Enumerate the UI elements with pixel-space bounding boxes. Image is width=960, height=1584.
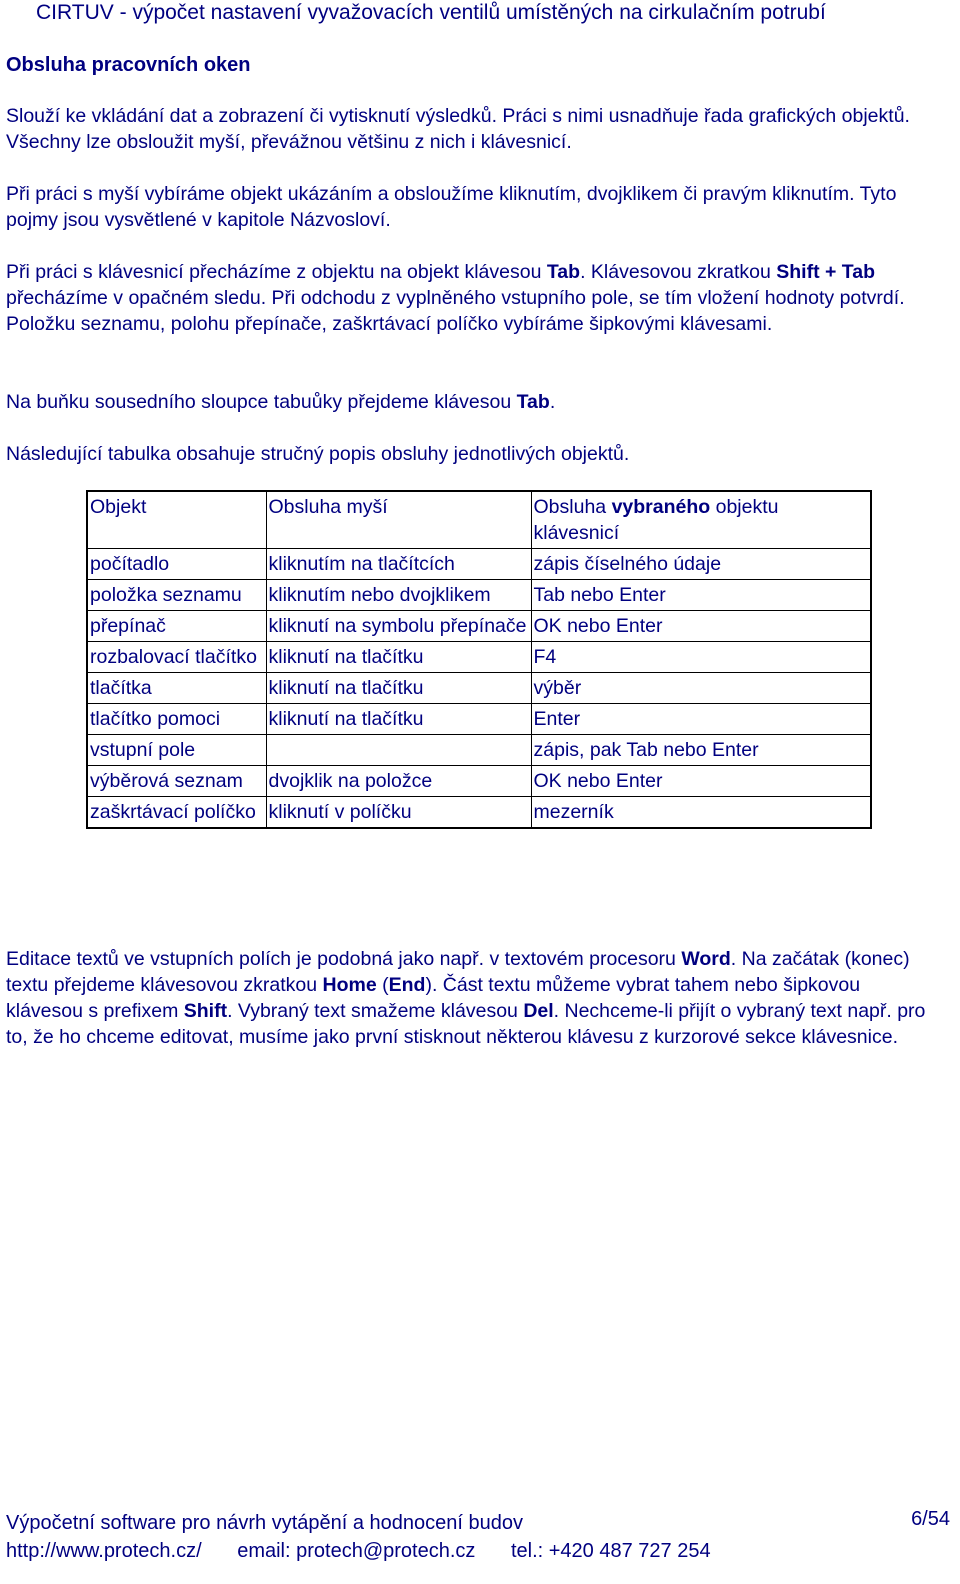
table-cell: tlačítko pomoci	[87, 704, 266, 735]
key-name: Del	[523, 1000, 554, 1022]
table-row	[87, 704, 871, 735]
table-row	[87, 766, 871, 797]
footer-contacts	[6, 1538, 741, 1564]
table-row	[87, 797, 871, 829]
table-header-row	[87, 491, 871, 549]
text-run: Při práci s klávesnicí přecházíme z objektu na objekt klávesou	[6, 261, 547, 283]
operations-table	[86, 490, 872, 829]
footer-email-link[interactable]: email: protech@protech.cz	[237, 1540, 476, 1562]
table-cell: Enter	[531, 704, 871, 735]
table-cell: F4	[531, 642, 871, 673]
key-name: Shift + Tab	[776, 261, 876, 283]
paragraph-table-intro: Následující tabulka obsahuje stručný popis obsluhy jednotlivých objektů.	[6, 443, 630, 465]
table-cell: mezerník	[531, 797, 871, 829]
table-cell: položka seznamu	[87, 580, 266, 611]
key-name: Tab	[546, 261, 581, 283]
table-cell: tlačítka	[87, 673, 266, 704]
table-cell: výběr	[531, 673, 871, 704]
table-cell: kliknutí na tlačítku	[266, 673, 531, 704]
emphasis: vybraného	[611, 496, 711, 518]
key-name: Home	[322, 974, 377, 996]
text-run: . Klávesovou zkratkou	[580, 261, 777, 283]
table-header-cell	[531, 491, 871, 549]
table-cell: Tab nebo Enter	[531, 580, 871, 611]
table-cell: kliknutím na tlačítcích	[266, 549, 531, 580]
table-cell: OK nebo Enter	[531, 766, 871, 797]
table-cell-empty	[266, 735, 531, 766]
key-name: Shift	[183, 1000, 228, 1022]
footer-phone: tel.: +420 487 727 254	[510, 1540, 711, 1562]
table-cell: zápis, pak Tab nebo Enter	[531, 735, 871, 766]
table-header-cell: Obsluha myší	[266, 491, 531, 549]
footer-subtitle: Výpočetní software pro návrh vytápění a hodnocení budov	[6, 1512, 524, 1534]
paragraph-table-cell	[6, 389, 936, 415]
paragraph-mouse: Při práci s myší vybíráme objekt ukázáním a obsloužíme kliknutím, dvojklikem či pravým kliknutím. Tyto pojmy jsou vysvětlené v kapitole Názvosloví.	[6, 183, 897, 231]
text-run: . Na začátak (konec) textu přejdeme klávesovou zkratkou	[6, 948, 910, 996]
footer-website-link[interactable]: http://www.protech.cz/	[6, 1540, 202, 1562]
table-row	[87, 549, 871, 580]
table-row	[87, 580, 871, 611]
text-run: . Nechceme-li přijít o vybraný text např. pro to, že ho chceme editovat, musíme jako první stisknout některou klávesu z kurzorové sekce klávesnice.	[6, 1000, 926, 1048]
emphasis: Word	[681, 948, 731, 970]
table-cell: zápis číselného údaje	[531, 549, 871, 580]
paragraph-keyboard	[6, 259, 936, 337]
table-header-cell: Objekt	[87, 491, 266, 549]
text-run: . Vybraný text smažeme klávesou	[227, 1000, 524, 1022]
page-number: 6/54	[911, 1508, 950, 1530]
paragraph-intro: Slouží ke vkládání dat a zobrazení či vytisknutí výsledků. Práci s nimi usnadňuje řada grafických objektů. Všechny lze obsloužit myší, převážnou většinu z nich i klávesnicí.	[6, 105, 910, 153]
table-cell: rozbalovací tlačítko	[87, 642, 266, 673]
table-cell: vstupní pole	[87, 735, 266, 766]
text-run: objektu klávesnicí	[533, 496, 779, 544]
table-cell: dvojklik na položce	[266, 766, 531, 797]
table-cell: kliknutí na symbolu přepínače	[266, 611, 531, 642]
table-cell: kliknutí na tlačítku	[266, 704, 531, 735]
section-title: Obsluha pracovních oken	[6, 54, 251, 76]
key-name: Tab	[516, 391, 550, 413]
table-cell: kliknutí v políčku	[266, 797, 531, 829]
key-name: End	[388, 974, 426, 996]
text-run: Editace textů ve vstupních polích je podobná jako např. v textovém procesoru	[6, 948, 682, 970]
text-run: ). Část textu můžeme vybrat tahem nebo šipkovou klávesou s prefixem	[6, 974, 861, 1022]
paragraph-text-editing	[6, 946, 936, 1050]
table-row	[87, 642, 871, 673]
text-run: přecházíme v opačném sledu. Při odchodu z vyplněného vstupního pole, se tím vložení hodnoty potvrdí. Položku seznamu, polohu přepínače, zaškrtávací políčko vybíráme šipkovými klávesami.	[6, 287, 905, 335]
text-run: Na buňku sousedního sloupce tabuůky přejdeme klávesou	[6, 391, 517, 413]
table-cell: kliknutí na tlačítku	[266, 642, 531, 673]
table-cell: OK nebo Enter	[531, 611, 871, 642]
text-run: Obsluha	[533, 496, 612, 518]
table-row	[87, 735, 871, 766]
text-run: .	[549, 391, 556, 413]
table-cell: přepínač	[87, 611, 266, 642]
running-header: CIRTUV - výpočet nastavení vyvažovacích ventilů umístěných na cirkulačním potrubí	[36, 1, 826, 24]
text-run: (	[376, 974, 389, 996]
table-row	[87, 673, 871, 704]
table-cell: výběrová seznam	[87, 766, 266, 797]
table-row	[87, 611, 871, 642]
table-cell: počítadlo	[87, 549, 266, 580]
table-cell: kliknutím nebo dvojklikem	[266, 580, 531, 611]
table-cell: zaškrtávací políčko	[87, 797, 266, 829]
